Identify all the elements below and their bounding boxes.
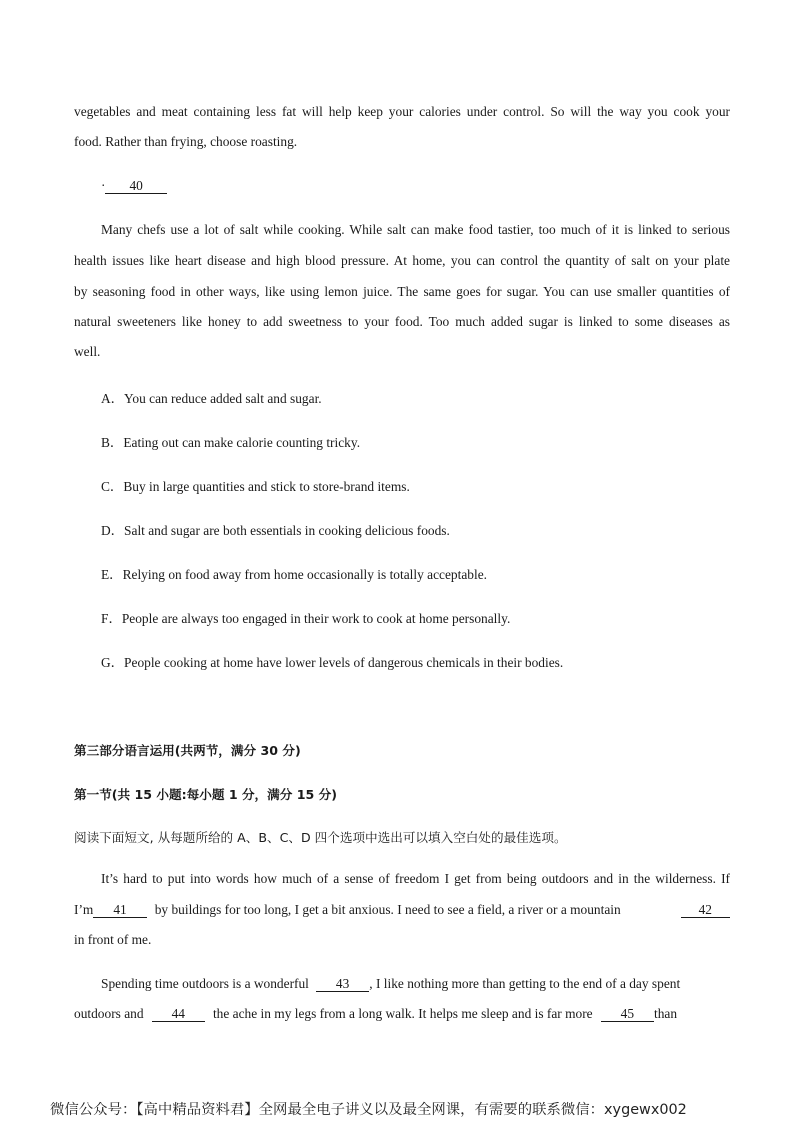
cloze-line bbox=[74, 902, 730, 918]
paragraph-line: food. Rather than frying, choose roasting. bbox=[74, 134, 298, 149]
paragraph-line: natural sweeteners like honey to add sweetness to your food. Too much added sugar is linked to some diseases as bbox=[74, 314, 730, 329]
footer-watermark: 微信公众号：【高中精品资料君】全网最全电子讲义以及最全网课，有需要的联系微信：xygewx002 bbox=[50, 1102, 687, 1118]
option-d: D．Salt and sugar are both essentials in cooking delicious foods. bbox=[101, 523, 450, 538]
section-subheading: 第一节(共 15 小题:每小题 1 分，满分 15 分) bbox=[74, 787, 337, 802]
cloze-line bbox=[101, 976, 730, 992]
paragraph-line: vegetables and meat containing less fat will help keep your calories under control. So will the way you cook your bbox=[74, 104, 730, 119]
cloze-text: outdoors and bbox=[74, 1006, 144, 1021]
cloze-text: Spending time outdoors is a wonderful bbox=[101, 976, 309, 991]
instruction: 阅读下面短文, 从每题所给的 A、B、C、D 四个选项中选出可以填入空白处的最佳选项。 bbox=[74, 830, 567, 845]
blank-42: 42 bbox=[681, 902, 730, 918]
cloze-text: the ache in my legs from a long walk. It helps me sleep and is far more bbox=[212, 1006, 593, 1021]
option-f: F．People are always too engaged in their work to cook at home personally. bbox=[101, 611, 511, 626]
bullet-dot: · bbox=[101, 178, 106, 193]
cloze-line: in front of me. bbox=[74, 932, 152, 947]
section-heading: 第三部分语言运用(共两节，满分 30 分) bbox=[74, 743, 301, 758]
option-b: B．Eating out can make calorie counting tricky. bbox=[101, 435, 361, 450]
cloze-text: than bbox=[654, 1006, 678, 1021]
option-c: C．Buy in large quantities and stick to store-brand items. bbox=[101, 479, 410, 494]
option-e: E．Relying on food away from home occasionally is totally acceptable. bbox=[101, 567, 487, 582]
cloze-text: , I like nothing more than getting to the end of a day spent bbox=[369, 976, 681, 991]
paragraph-line: well. bbox=[74, 344, 101, 359]
cloze-line: It’s hard to put into words how much of a sense of freedom I get from being outdoors and in the wilderness. If bbox=[101, 871, 730, 886]
blank-44: 44 bbox=[152, 1006, 205, 1022]
cloze-text: by buildings for too long, I get a bit anxious. I need to see a field, a river or a mountain bbox=[154, 902, 621, 917]
blank-43: 43 bbox=[316, 976, 369, 992]
cloze-line bbox=[74, 1006, 720, 1022]
option-g: G．People cooking at home have lower levels of dangerous chemicals in their bodies. bbox=[101, 655, 564, 670]
blank-40: 40 bbox=[105, 178, 166, 194]
question-40-line bbox=[101, 178, 167, 194]
paragraph-line: health issues like heart disease and high blood pressure. At home, you can control the quantity of salt on your plate bbox=[74, 253, 730, 268]
blank-41: 41 bbox=[93, 902, 146, 918]
blank-45: 45 bbox=[601, 1006, 654, 1022]
paragraph-line: by seasoning food in other ways, like using lemon juice. The same goes for sugar. You can use smaller quantities of bbox=[74, 284, 730, 299]
cloze-text: I’m bbox=[74, 902, 94, 917]
option-a: A．You can reduce added salt and sugar. bbox=[101, 391, 322, 406]
paragraph-line: Many chefs use a lot of salt while cooking. While salt can make food tastier, too much of it is linked to serious bbox=[101, 222, 730, 237]
